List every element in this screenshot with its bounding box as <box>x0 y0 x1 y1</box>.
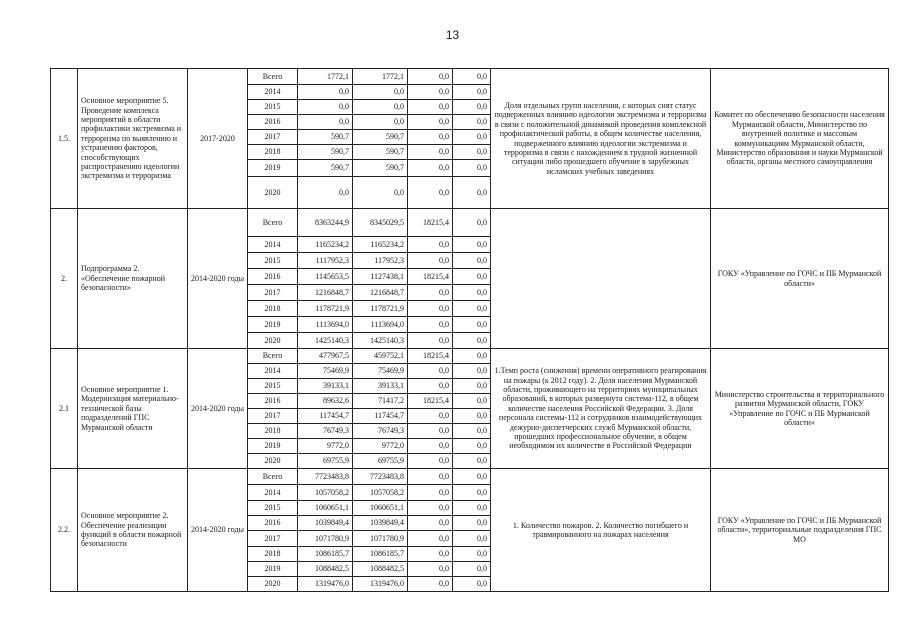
year-cell: 2016 <box>248 269 298 285</box>
total-cell: 0,0 <box>298 177 353 209</box>
other-sources-cell: 0,0 <box>453 577 491 592</box>
other-sources-cell: 0,0 <box>453 394 491 409</box>
other-sources-cell: 0,0 <box>453 454 491 469</box>
indicators-cell: Доля отдельных групп населения, с которых снят статус подверженных влиянию идеологии экстремизма и терроризма в связи с положительной динамикой проведения комплексной профилактической работы, в общем количестве населения, подверженного влиянию идеологии экстремизма и терроризма в связи с нахождением в трудной жизненной ситуации либо прошедшего обучение в зарубежных исламских учебных заведениях <box>491 69 711 209</box>
regional-budget-cell: 1060651,1 <box>353 501 408 516</box>
total-cell: 590,7 <box>298 160 353 177</box>
executors-cell: ГОКУ «Управление по ГОЧС и ПБ Мурманской области», территориальные подразделения ГПС МО <box>711 469 889 592</box>
program-table <box>50 68 889 592</box>
regional-budget-cell: 8345029,5 <box>353 209 408 237</box>
federal-budget-cell: 0,0 <box>408 130 453 145</box>
other-sources-cell: 0,0 <box>453 333 491 349</box>
total-cell: 69755,9 <box>298 454 353 469</box>
regional-budget-cell: 1127438,1 <box>353 269 408 285</box>
year-cell: 2018 <box>248 145 298 160</box>
other-sources-cell: 0,0 <box>453 364 491 379</box>
regional-budget-cell: 117454,7 <box>353 409 408 424</box>
other-sources-cell: 0,0 <box>453 85 491 100</box>
section-name: Основное мероприятие 5. Проведение комплекса мероприятий в области профилактики экстремизма и терроризма по выявлению и устранению факторов, способствующих распространению идеологии экстремизма и терроризма <box>78 69 188 209</box>
other-sources-cell: 0,0 <box>453 253 491 269</box>
total-cell: 76749,3 <box>298 424 353 439</box>
regional-budget-cell: 459752,1 <box>353 349 408 364</box>
table-body <box>51 69 889 592</box>
federal-budget-cell: 0,0 <box>408 562 453 577</box>
regional-budget-cell: 1113694,0 <box>353 317 408 333</box>
year-cell: 2014 <box>248 85 298 100</box>
total-cell: 477967,5 <box>298 349 353 364</box>
year-cell: 2015 <box>248 253 298 269</box>
other-sources-cell: 0,0 <box>453 237 491 253</box>
total-cell: 1178721,9 <box>298 301 353 317</box>
page-number: 13 <box>445 28 460 42</box>
section-period: 2014-2020 годы <box>188 349 248 469</box>
federal-budget-cell: 0,0 <box>408 177 453 209</box>
total-cell: 1039849,4 <box>298 516 353 531</box>
other-sources-cell: 0,0 <box>453 379 491 394</box>
section-period: 2014-2020 годы <box>188 469 248 592</box>
other-sources-cell: 0,0 <box>453 501 491 516</box>
total-cell: 1772,1 <box>298 69 353 85</box>
other-sources-cell: 0,0 <box>453 177 491 209</box>
total-cell: 1057058,2 <box>298 485 353 501</box>
regional-budget-cell: 1039849,4 <box>353 516 408 531</box>
other-sources-cell: 0,0 <box>453 469 491 485</box>
other-sources-cell: 0,0 <box>453 317 491 333</box>
total-cell: 1165234,2 <box>298 237 353 253</box>
other-sources-cell: 0,0 <box>453 160 491 177</box>
federal-budget-cell: 0,0 <box>408 115 453 130</box>
year-cell: 2014 <box>248 237 298 253</box>
regional-budget-cell: 0,0 <box>353 85 408 100</box>
section-name: Подпрограмма 2. «Обеспечение пожарной безопасности» <box>78 209 188 349</box>
total-cell: 1071780,9 <box>298 531 353 547</box>
table-row <box>51 469 889 485</box>
federal-budget-cell: 0,0 <box>408 469 453 485</box>
year-cell: 2019 <box>248 317 298 333</box>
total-cell: 0,0 <box>298 100 353 115</box>
year-cell: 2014 <box>248 485 298 501</box>
year-cell: 2016 <box>248 115 298 130</box>
regional-budget-cell: 1216848,7 <box>353 285 408 301</box>
year-cell: 2020 <box>248 177 298 209</box>
section-period: 2017-2020 <box>188 69 248 209</box>
regional-budget-cell: 9772,0 <box>353 439 408 454</box>
regional-budget-cell: 76749,3 <box>353 424 408 439</box>
year-cell: 2017 <box>248 531 298 547</box>
total-cell: 1216848,7 <box>298 285 353 301</box>
year-cell: 2015 <box>248 501 298 516</box>
section-period: 2014-2020 годы <box>188 209 248 349</box>
other-sources-cell: 0,0 <box>453 115 491 130</box>
other-sources-cell: 0,0 <box>453 100 491 115</box>
other-sources-cell: 0,0 <box>453 409 491 424</box>
other-sources-cell: 0,0 <box>453 209 491 237</box>
year-cell: 2018 <box>248 424 298 439</box>
federal-budget-cell: 0,0 <box>408 424 453 439</box>
year-cell: 2019 <box>248 439 298 454</box>
year-cell: Всего <box>248 349 298 364</box>
other-sources-cell: 0,0 <box>453 301 491 317</box>
other-sources-cell: 0,0 <box>453 516 491 531</box>
other-sources-cell: 0,0 <box>453 145 491 160</box>
total-cell: 0,0 <box>298 115 353 130</box>
total-cell: 1088482,5 <box>298 562 353 577</box>
regional-budget-cell: 71417,2 <box>353 394 408 409</box>
year-cell: Всего <box>248 69 298 85</box>
regional-budget-cell: 1071780,9 <box>353 531 408 547</box>
federal-budget-cell: 18215,4 <box>408 349 453 364</box>
federal-budget-cell: 0,0 <box>408 301 453 317</box>
other-sources-cell: 0,0 <box>453 349 491 364</box>
total-cell: 590,7 <box>298 130 353 145</box>
regional-budget-cell: 75469,9 <box>353 364 408 379</box>
other-sources-cell: 0,0 <box>453 439 491 454</box>
total-cell: 0,0 <box>298 85 353 100</box>
total-cell: 117454,7 <box>298 409 353 424</box>
year-cell: 2016 <box>248 394 298 409</box>
other-sources-cell: 0,0 <box>453 485 491 501</box>
federal-budget-cell: 18215,4 <box>408 394 453 409</box>
other-sources-cell: 0,0 <box>453 269 491 285</box>
federal-budget-cell: 0,0 <box>408 160 453 177</box>
regional-budget-cell: 0,0 <box>353 100 408 115</box>
regional-budget-cell: 0,0 <box>353 177 408 209</box>
federal-budget-cell: 0,0 <box>408 69 453 85</box>
other-sources-cell: 0,0 <box>453 69 491 85</box>
year-cell: 2014 <box>248 364 298 379</box>
year-cell: 2018 <box>248 547 298 562</box>
total-cell: 89632,6 <box>298 394 353 409</box>
federal-budget-cell: 0,0 <box>408 501 453 516</box>
federal-budget-cell: 0,0 <box>408 85 453 100</box>
section-name: Основное мероприятие 2. Обеспечение реализации функций в области пожарной безопасности <box>78 469 188 592</box>
federal-budget-cell: 0,0 <box>408 253 453 269</box>
federal-budget-cell: 0,0 <box>408 145 453 160</box>
year-cell: 2016 <box>248 516 298 531</box>
federal-budget-cell: 18215,4 <box>408 269 453 285</box>
other-sources-cell: 0,0 <box>453 562 491 577</box>
total-cell: 590,7 <box>298 145 353 160</box>
total-cell: 1113694,0 <box>298 317 353 333</box>
executors-cell: Комитет по обеспечению безопасности населения Мурманской области, Министерство по внутренней политике и массовым коммуникациям Мурманской области, Министерство образования и науки Мурманской области, органы местного самоуправления <box>711 69 889 209</box>
section-number: 2.2. <box>51 469 78 592</box>
year-cell: 2015 <box>248 379 298 394</box>
total-cell: 1145653,5 <box>298 269 353 285</box>
regional-budget-cell: 7723483,8 <box>353 469 408 485</box>
total-cell: 1425140,3 <box>298 333 353 349</box>
year-cell: 2020 <box>248 333 298 349</box>
regional-budget-cell: 1086185,7 <box>353 547 408 562</box>
other-sources-cell: 0,0 <box>453 130 491 145</box>
executors-cell: ГОКУ «Управление по ГОЧС и ПБ Мурманской области» <box>711 209 889 349</box>
federal-budget-cell: 0,0 <box>408 285 453 301</box>
table-row <box>51 209 889 237</box>
total-cell: 7723483,8 <box>298 469 353 485</box>
indicators-cell: 1. Количество пожаров. 2. Количество погибшего и травмированного на пожарах населения <box>491 469 711 592</box>
federal-budget-cell: 18215,4 <box>408 209 453 237</box>
regional-budget-cell: 1772,1 <box>353 69 408 85</box>
federal-budget-cell: 0,0 <box>408 364 453 379</box>
regional-budget-cell: 1425140,3 <box>353 333 408 349</box>
regional-budget-cell: 1088482,5 <box>353 562 408 577</box>
total-cell: 9772,0 <box>298 439 353 454</box>
federal-budget-cell: 0,0 <box>408 100 453 115</box>
regional-budget-cell: 117952,3 <box>353 253 408 269</box>
year-cell: Всего <box>248 209 298 237</box>
regional-budget-cell: 1165234,2 <box>353 237 408 253</box>
total-cell: 1060651,1 <box>298 501 353 516</box>
regional-budget-cell: 0,0 <box>353 115 408 130</box>
year-cell: 2017 <box>248 285 298 301</box>
year-cell: 2017 <box>248 130 298 145</box>
table-row <box>51 349 889 364</box>
total-cell: 75469,9 <box>298 364 353 379</box>
federal-budget-cell: 0,0 <box>408 577 453 592</box>
year-cell: 2015 <box>248 100 298 115</box>
other-sources-cell: 0,0 <box>453 531 491 547</box>
year-cell: 2020 <box>248 454 298 469</box>
regional-budget-cell: 39133,1 <box>353 379 408 394</box>
year-cell: 2020 <box>248 577 298 592</box>
regional-budget-cell: 1178721,9 <box>353 301 408 317</box>
table-row <box>51 69 889 85</box>
federal-budget-cell: 0,0 <box>408 531 453 547</box>
total-cell: 39133,1 <box>298 379 353 394</box>
other-sources-cell: 0,0 <box>453 424 491 439</box>
regional-budget-cell: 590,7 <box>353 145 408 160</box>
other-sources-cell: 0,0 <box>453 547 491 562</box>
federal-budget-cell: 0,0 <box>408 409 453 424</box>
federal-budget-cell: 0,0 <box>408 237 453 253</box>
federal-budget-cell: 0,0 <box>408 547 453 562</box>
federal-budget-cell: 0,0 <box>408 485 453 501</box>
federal-budget-cell: 0,0 <box>408 317 453 333</box>
regional-budget-cell: 1319476,0 <box>353 577 408 592</box>
other-sources-cell: 0,0 <box>453 285 491 301</box>
section-number: 2. <box>51 209 78 349</box>
section-number: 1.5. <box>51 69 78 209</box>
section-name: Основное мероприятие 1. Модернизация материально-технической базы подразделений ГПС Мурманской области <box>78 349 188 469</box>
year-cell: 2019 <box>248 160 298 177</box>
year-cell: 2019 <box>248 562 298 577</box>
total-cell: 1319476,0 <box>298 577 353 592</box>
section-number: 2.1 <box>51 349 78 469</box>
indicators-cell: 1.Темп роста (снижения) времени оперативного реагирования на пожары (к 2012 году). 2. Доля населения Мурманской области, проживающего на территориях муниципальных образований, в которых развернута система-112, в общем количестве населения Российской Федерации. 3. Доля персонала системы-112 и сотрудников взаимодействующих дежурно-диспетчерских служб Мурманской области, прошедших профессиональное обучение, в общем необходимом их количестве в Российской Федерации <box>491 349 711 469</box>
total-cell: 1086185,7 <box>298 547 353 562</box>
year-cell: 2017 <box>248 409 298 424</box>
total-cell: 8363244,9 <box>298 209 353 237</box>
federal-budget-cell: 0,0 <box>408 439 453 454</box>
federal-budget-cell: 0,0 <box>408 454 453 469</box>
regional-budget-cell: 590,7 <box>353 160 408 177</box>
regional-budget-cell: 590,7 <box>353 130 408 145</box>
executors-cell: Министерство строительства и территориального развития Мурманской области, ГОКУ «Управление по ГОЧС и ПБ Мурманской области» <box>711 349 889 469</box>
regional-budget-cell: 69755,9 <box>353 454 408 469</box>
indicators-cell <box>491 209 711 349</box>
federal-budget-cell: 0,0 <box>408 516 453 531</box>
year-cell: Всего <box>248 469 298 485</box>
regional-budget-cell: 1057058,2 <box>353 485 408 501</box>
federal-budget-cell: 0,0 <box>408 333 453 349</box>
federal-budget-cell: 0,0 <box>408 379 453 394</box>
total-cell: 1117952,3 <box>298 253 353 269</box>
year-cell: 2018 <box>248 301 298 317</box>
